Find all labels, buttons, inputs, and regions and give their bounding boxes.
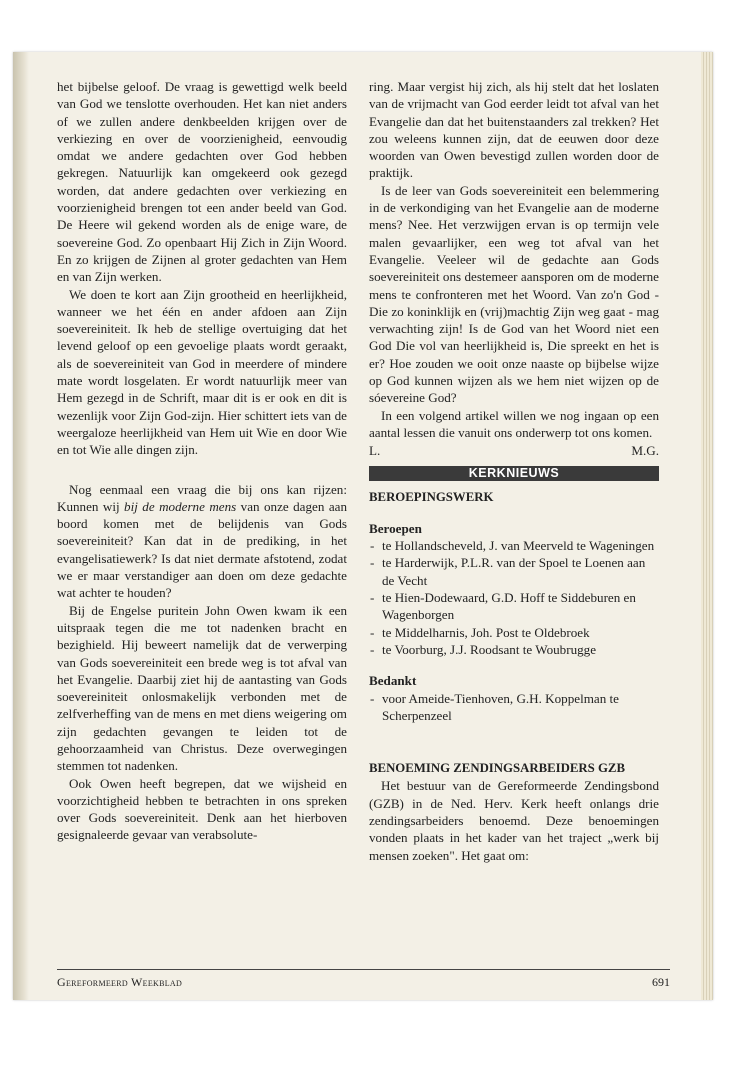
para3-italic-phrase: bij de moderne mens — [124, 498, 237, 514]
list-item: - te Voorburg, J.J. Roodsant te Woubrugge — [369, 641, 659, 658]
author-signature — [369, 442, 659, 459]
list-item: - te Middelharnis, Joh. Post te Oldebroek — [369, 624, 659, 641]
beroepen-list — [369, 537, 659, 658]
bedankt-heading: Bedankt — [369, 673, 417, 689]
para3-text-after: van onze dagen aan boord komen met de belijdenis van Gods soevereiniteit? Kan dat in de prediking, in het evangelisatiewerk? Is dat niet dermate afstotend, zodat we er maar verstandiger aan doen om deze gedachte wat achter te houden? — [57, 498, 347, 601]
benoeming-heading: BENOEMING ZENDINGSARBEIDERS GZB — [369, 761, 625, 776]
right-paragraph-1: ring. Maar vergist hij zich, als hij stelt dat het loslaten van de vrijmacht van God eerder leidt tot afval van het Evangelie dan dat het buitenstaanders zal trekken? Het zou weleens kunnen zijn, dat de eeuwen door deze woorden van Owen bevestigd zullen worden door de praktijk. — [369, 79, 659, 181]
kerknieuws-banner: KERKNIEUWS — [369, 466, 659, 481]
signature-left: L. — [369, 443, 381, 459]
page-footer — [57, 975, 670, 990]
bedankt-list — [369, 690, 659, 725]
signature-right: M.G. — [631, 443, 659, 459]
left-paragraph-5: Ook Owen heeft begrepen, dat we wijsheid en voorzichtigheid hebben te betrachten in ons spreken over Gods soevereiniteit. Denk aan het hierboven gesignaleerde gevaar van verabsolute- — [57, 775, 347, 843]
right-paragraph-3: In een volgend artikel willen we nog ingaan op een aantal lessen die vanuit ons onderwerp tot ons komen. — [369, 407, 659, 440]
right-paragraph-2: Is de leer van Gods soevereiniteit een belemmering in de verkondiging van het Evangelie aan de moderne mens? Nee. Het verzwijgen ervan is op termijn vele malen gevaarlijker, een weg tot afval van het Evangelie. Veeleer wil de gedachte aan Gods soevereiniteit ons destemeer aansporen om de moderne mens te confronteren met het Woord. Van zo'n God - Die zo koninklijk en (vrij)machtig Zijn weg gaat - mag verwachting zijn! Is de God van het Woord niet een God Die vol van heerlijkheid is, Die spreekt en het is er? Hoe zouden we ooit onze naaste op bijbelse wijze op God kunnen wijzen als we hem niet wijzen op de sóevereine God? — [369, 182, 659, 406]
para3-text-before: Nog eenmaal een vraag die bij ons kan rijzen: Kunnen wij — [57, 481, 347, 514]
left-paragraph-2: We doen te kort aan Zijn grootheid en heerlijkheid, wanneer we het één en ander afdoen aan Zijn soevereiniteit. Ik heb de stellige overtuiging dat het levend geloof op een gevoelige plaats wordt geraakt, als de soevereiniteit van God in meerdere of mindere mate wordt losgelaten. Er wordt natuurlijk meer van Hem gezegd in de Schrift, maar dit is er ook en dit is wezenlijk voor Zijn God-zijn. Hier schittert iets van de weergaloze heerlijkheid van Hem uit Wie en door Wie en tot Wie alle dingen zijn. — [57, 286, 347, 458]
page-edges — [701, 52, 713, 1000]
magazine-page — [13, 52, 713, 1000]
left-paragraph-4: Bij de Engelse puritein John Owen kwam ik een uitspraak tegen die me tot nadenken bracht en bezighield. Hij beweert namelijk dat de verwerping van Gods soevereiniteit een brede weg is tot afval van het Evangelie. Daarbij ziet hij de aantasting van Gods soevereiniteit onlosmakelijk verbonden met de zelfverheffing van de mens en met diens weigering om zijn gedachten gevangen te leiden tot de gehoorzaamheid van Christus. Deze overwegingen stemmen tot nadenken. — [57, 602, 347, 774]
section-spacer — [369, 724, 659, 752]
right-column — [369, 78, 659, 864]
page-number: 691 — [652, 975, 670, 989]
list-item: - te Hollandscheveld, J. van Meerveld te Wageningen — [369, 537, 659, 554]
list-item: - te Hien-Dodewaard, G.D. Hoff te Siddeburen en Wagenborgen — [369, 589, 659, 624]
beroepingswerk-heading: BEROEPINGSWERK — [369, 489, 494, 504]
beroepen-heading: Beroepen — [369, 520, 422, 536]
list-item: - voor Ameide-Tienhoven, G.H. Koppelman te Scherpenzeel — [369, 690, 659, 725]
section-spacer — [57, 459, 347, 481]
footer-divider — [57, 969, 670, 970]
journal-name: Gereformeerd Weekblad — [57, 975, 183, 989]
left-paragraph-1: het bijbelse geloof. De vraag is gewettigd welk beeld van God we tenslotte overhouden. Het kan niet anders of we zullen andere denkbeelden krijgen over de verkiezing en over de voorzienigheid, eenvoudig omdat we andere gedachten over God hebben gekregen. Natuurlijk kan omgekeerd ook gezegd worden, dat andere gedachten over verkiezing en voorzienigheid brengen tot een ander beeld van God. De Heere wil gekend worden als de enige ware, de soevereine God. Zo openbaart Hij Zich in Zijn Woord. En zo krijgen de Zijnen al groter gedachten van Hem en van Zijn werken. — [57, 79, 347, 285]
benoeming-paragraph: Het bestuur van de Gereformeerde Zendingsbond (GZB) in de Ned. Herv. Kerk heeft onlangs drie zendingsarbeiders benoemd. Deze benoemingen vonden plaats in het kader van het traject „werk bij mensen zoeken". Het gaat om: — [369, 778, 659, 863]
page-gutter — [13, 52, 29, 1000]
left-column — [57, 78, 347, 844]
left-paragraph-3 — [57, 481, 347, 602]
list-item: - te Harderwijk, P.L.R. van der Spoel te Loenen aan de Vecht — [369, 554, 659, 589]
